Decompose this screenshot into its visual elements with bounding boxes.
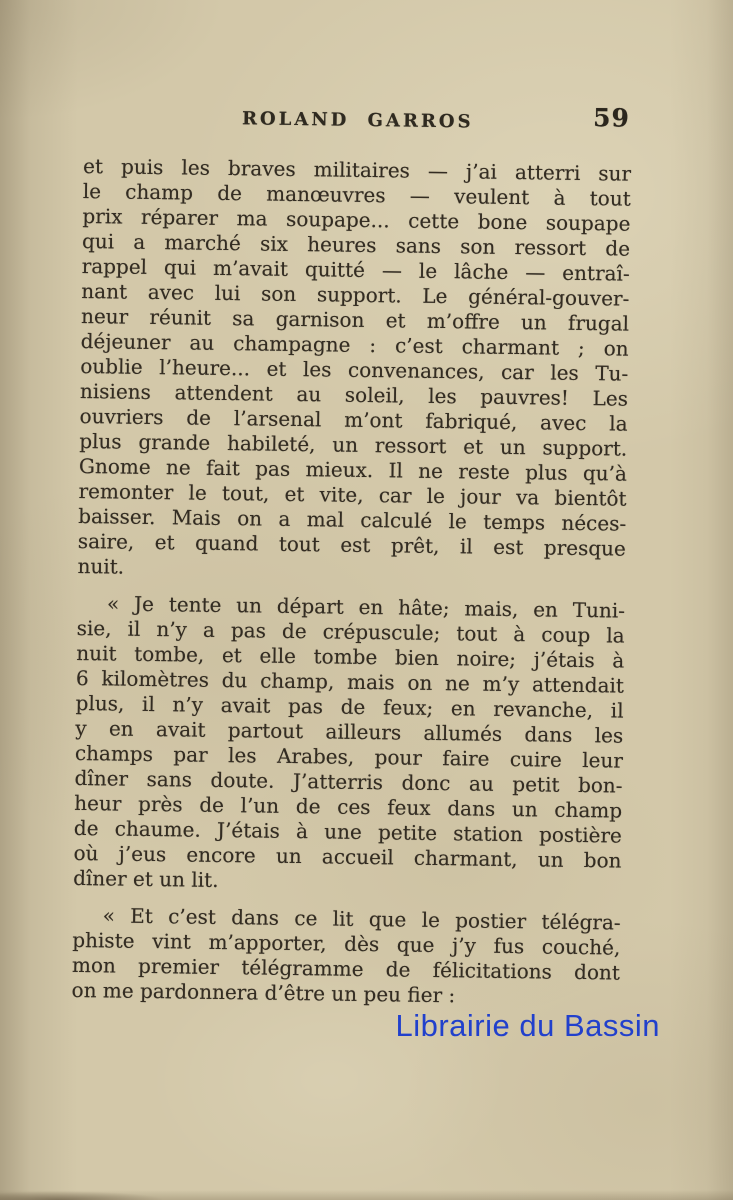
text-line: rappel qui m’avait quitté — le lâche — entraî- [81, 253, 630, 286]
text-line: champs par les Arabes, pour faire cuire leur [74, 740, 624, 773]
text-line: saire, et quand tout est prêt, il est presque [77, 528, 627, 561]
text-line: Gnome ne fait pas mieux. Il ne reste plus qu’à [78, 453, 628, 486]
text-line: plus, il n’y avait pas de feux; en revanche, il [75, 690, 624, 723]
page-text-block [71, 104, 631, 1011]
text-line: oublie l’heure... et les convenances, car les Tu- [80, 353, 629, 386]
text-line: nuit tombe, et elle tombe bien noire; j’étais à [76, 640, 625, 673]
text-line: mon premier télégramme de félicitations dont [71, 952, 621, 985]
page-number: 59 [592, 103, 631, 133]
text-line: le champ de manœuvres — veulent à tout [82, 178, 631, 211]
text-line: baisser. Mais on a mal calculé le temps néces- [78, 503, 627, 536]
paragraph [71, 903, 620, 1011]
text-line: « Et c’est dans ce lit que le postier télégra- [102, 903, 621, 935]
text-line: heur près de l’un de ces feux dans un champ [74, 790, 623, 823]
paragraph [73, 591, 625, 899]
text-line: 6 kilomètres du champ, mais on ne m’y attendait [75, 665, 625, 698]
text-line: nant avec lui son support. Le général-gouver- [81, 278, 630, 311]
text-line: on me pardonnera d’être un peu fier : [71, 977, 456, 1008]
paragraph [77, 154, 631, 587]
text-line: et puis les braves militaires — j’ai atterri sur [82, 153, 632, 186]
text-line: nisiens attendent au soleil, les pauvres! Les [79, 378, 629, 411]
text-line: « Je tente un départ en hâte; mais, en Tuni- [106, 591, 626, 623]
text-line: dîner sans doute. J’atterris donc au petit bon- [74, 765, 623, 798]
text-line: sie, il n’y a pas de crépuscule; tout à coup la [76, 615, 625, 648]
text-line: de chaume. J’étais à une petite station postière [73, 815, 623, 848]
text-line: phiste vint m’apporter, dès que j’y fus couché, [72, 927, 621, 960]
text-line: neur réunit sa garnison et m’offre un frugal [80, 303, 630, 336]
text-line: y en avait partout ailleurs allumés dans les [75, 715, 624, 748]
text-line: qui a marché six heures sans son ressort de [81, 228, 631, 261]
bookseller-watermark: Librairie du Bassin [395, 1008, 660, 1043]
page-header [84, 104, 632, 138]
text-line: ouvriers de l’arsenal m’ont fabriqué, avec la [79, 403, 628, 436]
text-line: nuit. [77, 553, 125, 579]
text-line: remonter le tout, et vite, car le jour va bientôt [78, 478, 627, 511]
text-line: plus grande habileté, un ressort et un support. [79, 428, 628, 461]
text-line: prix réparer ma soupape... cette bone soupape [82, 203, 631, 236]
text-line: où j’eus encore un accueil charmant, un bon [73, 840, 622, 873]
running-title: ROLAND GARROS [241, 108, 474, 133]
text-line: dîner et un lit. [73, 865, 219, 892]
text-line: déjeuner au champagne : c’est charmant ; on [80, 328, 629, 361]
